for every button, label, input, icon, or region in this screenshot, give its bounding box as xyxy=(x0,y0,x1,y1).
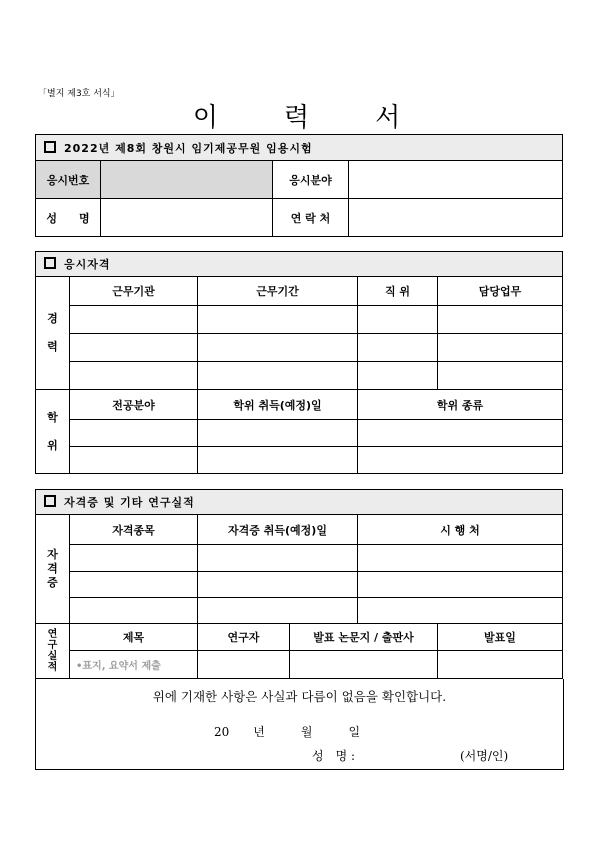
research-col-header: 연구자 xyxy=(198,624,290,651)
career-cell[interactable] xyxy=(70,334,198,362)
exam-number-field xyxy=(101,161,273,199)
cert-cell[interactable] xyxy=(70,572,198,598)
cert-cell[interactable] xyxy=(198,598,358,624)
research-label: 연 구 실 적 xyxy=(36,624,70,679)
section-header: 응시자격 xyxy=(36,252,563,277)
confirmation-statement: 위에 기재한 사항은 사실과 다름이 없음을 확인합니다. xyxy=(152,689,447,704)
cert-col-header: 자격종목 xyxy=(70,515,198,545)
name-input[interactable] xyxy=(101,199,273,237)
career-col-header: 근무기간 xyxy=(198,277,358,306)
exam-number-label: 응시번호 xyxy=(36,161,101,199)
research-cell[interactable] xyxy=(198,651,290,679)
career-cell[interactable] xyxy=(198,362,358,390)
career-cell[interactable] xyxy=(438,306,563,334)
document-title xyxy=(0,97,595,134)
career-col-header: 직 위 xyxy=(358,277,438,306)
research-cell[interactable] xyxy=(438,651,563,679)
confirmation-box xyxy=(35,679,564,770)
cert-cell[interactable] xyxy=(198,572,358,598)
career-cell[interactable] xyxy=(438,362,563,390)
degree-cell[interactable] xyxy=(70,447,198,474)
checkbox-square-icon xyxy=(44,141,56,153)
degree-cell[interactable] xyxy=(198,420,358,447)
contact-input[interactable] xyxy=(349,199,563,237)
title-char: 이 xyxy=(192,103,220,133)
career-cell[interactable] xyxy=(70,306,198,334)
research-col-header: 발표 논문지 / 출판사 xyxy=(290,624,438,651)
exam-info-table xyxy=(35,134,563,237)
career-col-header: 담당업무 xyxy=(438,277,563,306)
exam-field-label: 응시분야 xyxy=(273,161,349,199)
section-header: 2022년 제8회 창원시 임기제공무원 임용시험 xyxy=(36,135,563,161)
exam-field-input[interactable] xyxy=(349,161,563,199)
degree-cell[interactable] xyxy=(70,420,198,447)
degree-col-header: 학위 취득(예정)일 xyxy=(198,390,358,420)
research-col-header: 발표일 xyxy=(438,624,563,651)
signature-name-label: 성 명 : xyxy=(312,749,356,763)
career-label: 경 력 xyxy=(36,277,70,390)
cert-cell[interactable] xyxy=(358,545,563,572)
name-label: 성 명 xyxy=(36,199,101,237)
cert-col-header: 시 행 처 xyxy=(358,515,563,545)
degree-col-header: 학위 종류 xyxy=(358,390,563,420)
career-cell[interactable] xyxy=(198,334,358,362)
cert-cell[interactable] xyxy=(358,572,563,598)
research-cell[interactable] xyxy=(290,651,438,679)
research-col-header: 제목 xyxy=(70,624,198,651)
qualification-table xyxy=(35,251,563,474)
cert-cell[interactable] xyxy=(358,598,563,624)
career-cell[interactable] xyxy=(438,334,563,362)
career-cell[interactable] xyxy=(358,334,438,362)
checkbox-square-icon xyxy=(44,495,56,507)
form-number-label: 「별지 제3호 서식」 xyxy=(38,89,120,99)
degree-col-header: 전공분야 xyxy=(70,390,198,420)
career-col-header: 근무기관 xyxy=(70,277,198,306)
research-title-hint[interactable]: •표지, 요약서 제출 xyxy=(70,651,198,679)
cert-col-header: 자격증 취득(예정)일 xyxy=(198,515,358,545)
title-char: 서 xyxy=(375,103,403,133)
degree-label: 학 위 xyxy=(36,390,70,474)
cert-cell[interactable] xyxy=(198,545,358,572)
degree-cell[interactable] xyxy=(358,447,563,474)
checkbox-square-icon xyxy=(44,257,56,269)
certificate-label: 자 격 증 xyxy=(36,515,70,624)
career-cell[interactable] xyxy=(358,306,438,334)
career-cell[interactable] xyxy=(198,306,358,334)
contact-label: 연 락 처 xyxy=(273,199,349,237)
cert-cell[interactable] xyxy=(70,545,198,572)
certificate-research-table xyxy=(35,489,563,679)
career-cell[interactable] xyxy=(358,362,438,390)
date-line: 20 년 월 일 xyxy=(214,725,361,739)
signature-mark: (서명/인) xyxy=(460,749,509,763)
cert-cell[interactable] xyxy=(70,598,198,624)
degree-cell[interactable] xyxy=(358,420,563,447)
section-header: 자격증 및 기타 연구실적 xyxy=(36,490,563,515)
degree-cell[interactable] xyxy=(198,447,358,474)
title-char: 력 xyxy=(283,103,312,133)
career-cell[interactable] xyxy=(70,362,198,390)
